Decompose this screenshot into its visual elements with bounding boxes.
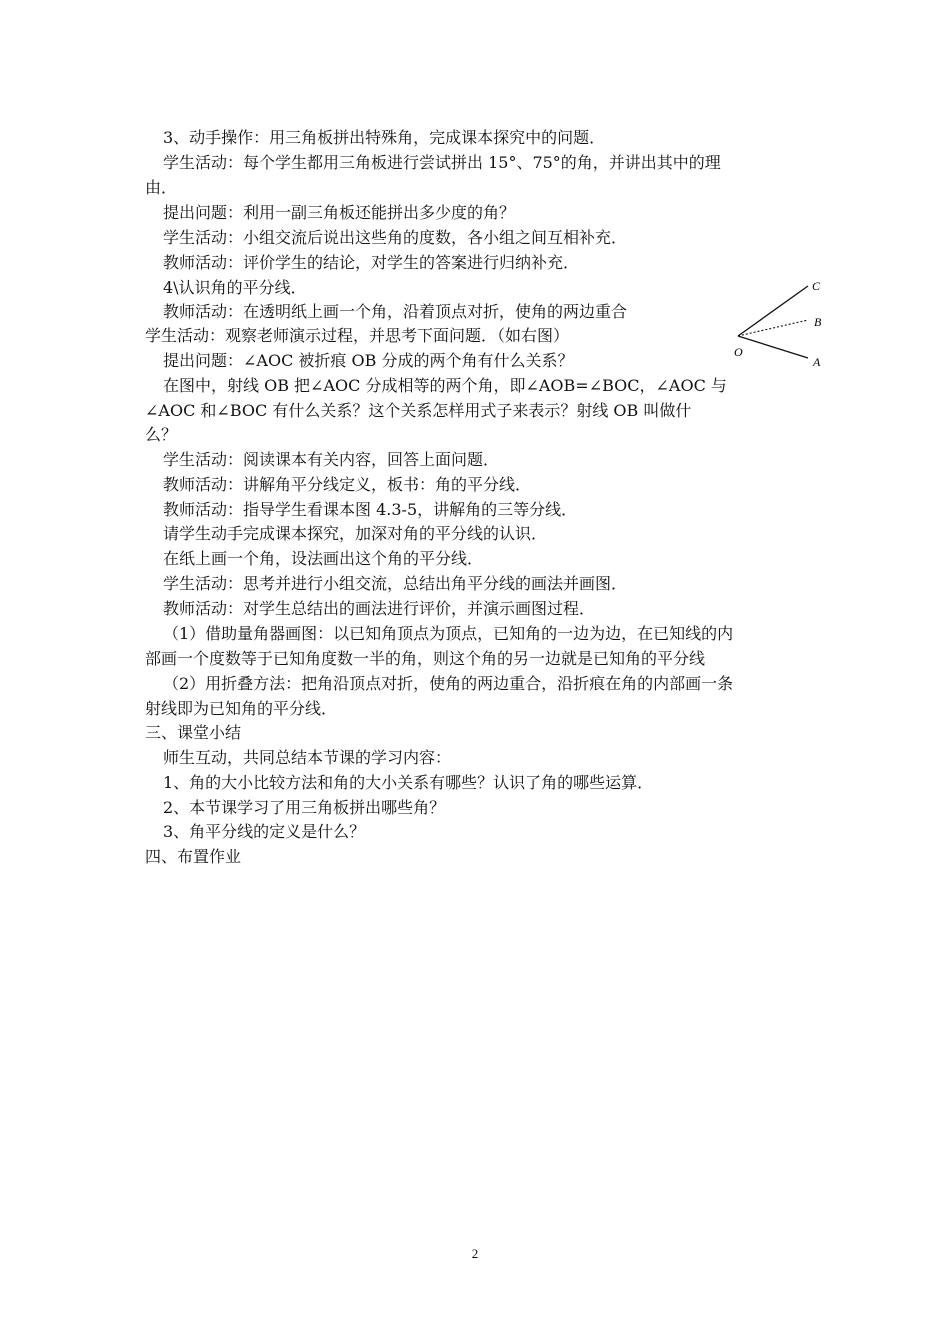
page-number: 2 bbox=[471, 1246, 479, 1261]
text-line: 在纸上画一个角，设法画出这个角的平分线． bbox=[163, 549, 484, 568]
text-line: 学生活动：小组交流后说出这些角的度数，各小组之间互相补充． bbox=[163, 228, 628, 247]
text-line: 教师活动：评价学生的结论，对学生的答案进行归纳补充． bbox=[163, 253, 580, 272]
label-o: O bbox=[734, 345, 743, 359]
label-c: C bbox=[812, 279, 821, 293]
label-a: A bbox=[813, 355, 821, 369]
text-line: 教师活动：讲解角平分线定义，板书：角的平分线． bbox=[163, 475, 532, 494]
text-line: ∠AOC 和∠BOC 有什么关系？这个关系怎样用式子来表示？射线 OB 叫做什 bbox=[145, 401, 692, 420]
ray-oc bbox=[738, 286, 808, 336]
text-line: 么？ bbox=[145, 425, 178, 444]
text-line: 由． bbox=[145, 178, 178, 197]
text-line: 3、角平分线的定义是什么？ bbox=[163, 822, 366, 841]
text-line: 提出问题：∠AOC 被折痕 OB 分成的两个角有什么关系？ bbox=[163, 351, 574, 370]
text-line: 4\认识角的平分线． bbox=[163, 278, 307, 297]
section-heading: 三、课堂小结 bbox=[145, 723, 242, 742]
text-line: 学生活动：每个学生都用三角板进行尝试拼出 15°、75°的角，并讲出其中的理 bbox=[163, 153, 721, 172]
text-line: 学生活动：阅读课本有关内容，回答上面问题． bbox=[163, 450, 500, 469]
text-line: 1、角的大小比较方法和角的大小关系有哪些？认识了角的哪些运算． bbox=[163, 773, 654, 792]
angle-bisector-diagram bbox=[728, 272, 828, 372]
text-line: 教师活动：指导学生看课本图 4.3-5，讲解角的三等分线． bbox=[163, 500, 578, 519]
text-line: 提出问题：利用一副三角板还能拼出多少度的角？ bbox=[163, 203, 516, 222]
text-line: （1）借助量角器画图：以已知角顶点为顶点，已知角的一边为边，在已知线的内 bbox=[163, 624, 734, 643]
label-b: B bbox=[814, 315, 822, 329]
text-line: 在图中，射线 OB 把∠AOC 分成相等的两个角，即∠AOB=∠BOC，∠AOC 与 bbox=[163, 376, 727, 395]
text-line: 部画一个度数等于已知角度数一半的角，则这个角的另一边就是已知角的平分线 bbox=[145, 649, 706, 668]
text-line: 学生活动：思考并进行小组交流，总结出角平分线的画法并画图． bbox=[163, 574, 628, 593]
ray-oa bbox=[738, 336, 808, 358]
text-line: （2）用折叠方法：把角沿顶点对折，使角的两边重合，沿折痕在角的内部画一条 bbox=[163, 674, 734, 693]
text-line: 射线即为已知角的平分线． bbox=[145, 699, 338, 718]
section-heading: 四、布置作业 bbox=[145, 847, 242, 866]
text-line: 教师活动：在透明纸上画一个角，沿着顶点对折，使角的两边重合 bbox=[163, 302, 628, 321]
text-line: 教师活动：对学生总结出的画法进行评价，并演示画图过程． bbox=[163, 599, 596, 618]
text-line: 请学生动手完成课本探究，加深对角的平分线的认识． bbox=[163, 524, 548, 543]
text-line: 3、动手操作：用三角板拼出特殊角，完成课本探究中的问题． bbox=[163, 128, 606, 147]
text-line: 2、本节课学习了用三角板拼出哪些角？ bbox=[163, 798, 446, 817]
text-line: 师生互动，共同总结本节课的学习内容： bbox=[163, 748, 452, 767]
text-line: 学生活动：观察老师演示过程，并思考下面问题．（如右图） bbox=[145, 326, 570, 345]
